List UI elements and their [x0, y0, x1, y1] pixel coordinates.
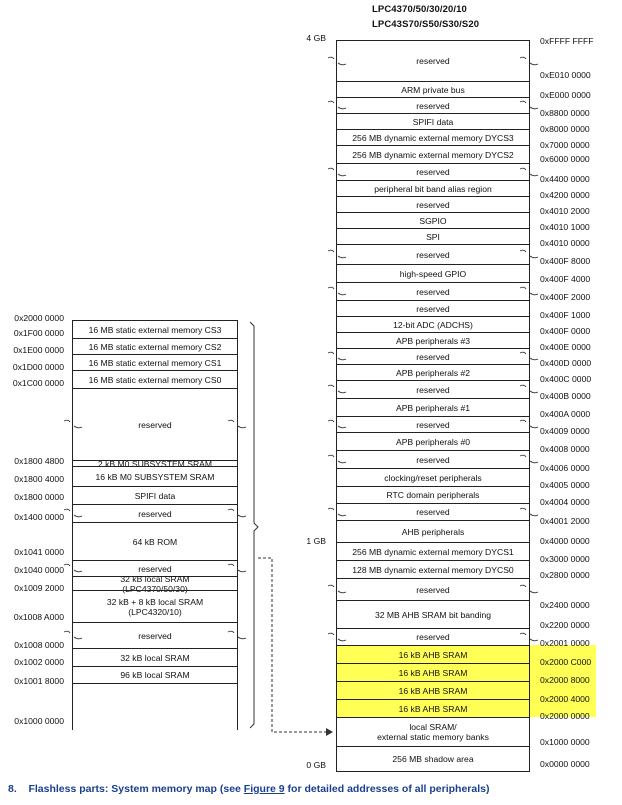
address-label: 0x400F 8000 — [540, 256, 591, 266]
expansion-connector-line — [258, 558, 326, 732]
region-256-mb-dynamic-external-memory-dycs3: 256 MB dynamic external memory DYCS3 — [337, 129, 529, 145]
region-16-kb-ahb-sram: 16 kB AHB SRAM — [337, 681, 529, 699]
device-title-line1: LPC4370/50/30/20/10 — [372, 4, 467, 15]
address-label: 0x400F 1000 — [540, 310, 591, 320]
local-address-label: 0x1002 0000 — [14, 657, 64, 667]
break-mark-icon — [62, 630, 84, 640]
figure-number: 8. — [8, 783, 17, 795]
local-address-label: 0x1C00 0000 — [12, 378, 64, 388]
region-apb-peripherals-1: APB peripherals #1 — [337, 398, 529, 416]
address-label: 0x4010 2000 — [540, 206, 590, 216]
region-16-kb-ahb-sram: 16 kB AHB SRAM — [337, 699, 529, 717]
local-region-96-kb-local-sram: 96 kB local SRAM — [73, 666, 237, 684]
local-region-spifi-data: SPIFI data — [73, 486, 237, 504]
region-arm-private-bus: ARM private bus — [337, 81, 529, 97]
break-mark-icon — [518, 286, 540, 296]
address-label: 0x4400 0000 — [540, 174, 590, 184]
address-label: 0x4005 0000 — [540, 480, 590, 490]
region-reserved: reserved — [337, 244, 529, 264]
local-address-label: 0x2000 0000 — [14, 313, 64, 323]
region-reserved: reserved — [337, 578, 529, 600]
region-reserved: reserved — [337, 282, 529, 300]
break-mark-icon — [326, 454, 348, 464]
region-256-mb-shadow-area: 256 MB shadow area — [337, 746, 529, 772]
region-local-sram: local SRAM/ external static memory banks — [337, 717, 529, 746]
region-spi: SPI — [337, 228, 529, 244]
break-mark-icon — [62, 419, 84, 429]
region-reserved: reserved — [337, 416, 529, 432]
break-mark-icon — [518, 507, 540, 517]
address-label: 0x6000 0000 — [540, 154, 590, 164]
address-label: 0xE000 0000 — [540, 90, 591, 100]
local-region-reserved: reserved — [73, 504, 237, 522]
local-address-label: 0x1800 4000 — [14, 474, 64, 484]
local-address-label: 0x1800 4800 — [14, 456, 64, 466]
local-region-reserved: reserved — [73, 560, 237, 576]
local-region-reserved: reserved — [73, 388, 237, 460]
gb-marker: 4 GB — [306, 33, 326, 43]
region-sgpio: SGPIO — [337, 212, 529, 228]
region-peripheral-bit-band-alias-region: peripheral bit band alias region — [337, 180, 529, 196]
region-12-bit-adc-adchs: 12-bit ADC (ADCHS) — [337, 316, 529, 332]
region-reserved: reserved — [337, 628, 529, 645]
local-address-label: 0x1400 0000 — [14, 512, 64, 522]
break-mark-icon — [326, 507, 348, 517]
address-label: 0x2800 0000 — [540, 570, 590, 580]
break-mark-icon — [518, 454, 540, 464]
local-range-bracket — [250, 322, 258, 728]
local-address-label: 0x1008 A000 — [13, 612, 64, 622]
local-address-label: 0x1D00 0000 — [12, 362, 64, 372]
break-mark-icon — [326, 632, 348, 642]
break-mark-icon — [326, 56, 348, 66]
address-label: 0x400F 2000 — [540, 292, 591, 302]
local-address-label: 0x1F00 0000 — [13, 328, 64, 338]
region-reserved: reserved — [337, 163, 529, 180]
gb-marker: 1 GB — [306, 536, 326, 546]
break-mark-icon — [518, 249, 540, 259]
local-region-32-kb-local-sram: 32 kB local SRAM (LPC4370/50/30) — [73, 576, 237, 590]
region-reserved: reserved — [337, 196, 529, 212]
local-region-2-kb-m0-subsystem-sram: 2 kB M0 SUBSYSTEM SRAM — [73, 460, 237, 466]
address-label: 0x4000 0000 — [540, 536, 590, 546]
local-address-label: 0x1000 0000 — [14, 716, 64, 726]
break-mark-icon — [518, 584, 540, 594]
caption-text-pre: Flashless parts: System memory map (see — [28, 783, 244, 795]
address-label: 0x2000 C000 — [540, 657, 592, 667]
break-mark-icon — [518, 56, 540, 66]
local-address-label: 0x1041 0000 — [14, 547, 64, 557]
address-label: 0x4010 1000 — [540, 222, 590, 232]
address-label: 0x4008 0000 — [540, 444, 590, 454]
break-mark-icon — [62, 508, 84, 518]
local-address-label: 0x1009 2000 — [14, 583, 64, 593]
region-16-kb-ahb-sram: 16 kB AHB SRAM — [337, 663, 529, 681]
figure-caption — [8, 783, 489, 795]
address-label: 0x8800 0000 — [540, 108, 590, 118]
break-mark-icon — [326, 100, 348, 110]
address-label: 0x400F 0000 — [540, 326, 591, 336]
device-title-line2: LPC43S70/S50/S30/S20 — [372, 19, 480, 30]
local-region-16-mb-static-external-memory-cs3: 16 MB static external memory CS3 — [73, 320, 237, 338]
break-mark-icon — [326, 584, 348, 594]
address-label: 0x4010 0000 — [540, 238, 590, 248]
break-mark-icon — [326, 351, 348, 361]
local-address-label: 0x1008 0000 — [14, 640, 64, 650]
region-256-mb-dynamic-external-memory-dycs1: 256 MB dynamic external memory DYCS1 — [337, 542, 529, 560]
break-mark-icon — [518, 384, 540, 394]
local-region-reserved: reserved — [73, 622, 237, 648]
break-mark-icon — [518, 351, 540, 361]
region-rtc-domain-peripherals: RTC domain peripherals — [337, 486, 529, 503]
break-mark-icon — [518, 100, 540, 110]
region-128-mb-dynamic-external-memory-dycs0: 128 MB dynamic external memory DYCS0 — [337, 560, 529, 578]
break-mark-icon — [326, 286, 348, 296]
break-mark-icon — [518, 419, 540, 429]
local-region-16-mb-static-external-memory-cs2: 16 MB static external memory CS2 — [73, 338, 237, 354]
address-label: 0x0000 0000 — [540, 759, 590, 769]
local-region-16-kb-m0-subsystem-sram: 16 kB M0 SUBSYSTEM SRAM — [73, 466, 237, 486]
region-reserved: reserved — [337, 380, 529, 398]
gb-marker: 0 GB — [306, 760, 326, 770]
local-region-16-mb-static-external-memory-cs0: 16 MB static external memory CS0 — [73, 370, 237, 388]
address-label: 0x2200 0000 — [540, 620, 590, 630]
region-spifi-data: SPIFI data — [337, 113, 529, 129]
address-label: 0x400F 4000 — [540, 274, 591, 284]
address-label: 0x2400 0000 — [540, 600, 590, 610]
region-reserved: reserved — [337, 450, 529, 468]
address-label: 0x400E 0000 — [540, 342, 591, 352]
address-label: 0x4200 0000 — [540, 190, 590, 200]
region-apb-peripherals-2: APB peripherals #2 — [337, 364, 529, 380]
address-label: 0x400A 0000 — [540, 409, 591, 419]
expansion-arrow-head — [326, 728, 333, 736]
address-label: 0x4004 0000 — [540, 497, 590, 507]
local-address-label: 0x1800 0000 — [14, 492, 64, 502]
address-label: 0xE010 0000 — [540, 70, 591, 80]
break-mark-icon — [226, 563, 248, 573]
break-mark-icon — [326, 249, 348, 259]
address-label: 0x400B 0000 — [540, 391, 591, 401]
break-mark-icon — [518, 632, 540, 642]
address-label: 0x8000 0000 — [540, 124, 590, 134]
local-region-32-kb-8-kb-local-sram: 32 kB + 8 kB local SRAM (LPC4320/10) — [73, 590, 237, 622]
local-region-64-kb-rom: 64 kB ROM — [73, 522, 237, 560]
address-label: 0x4009 0000 — [540, 426, 590, 436]
region-16-kb-ahb-sram: 16 kB AHB SRAM — [337, 645, 529, 663]
region-clocking-reset-peripherals: clocking/reset peripherals — [337, 468, 529, 486]
region-reserved: reserved — [337, 40, 529, 81]
break-mark-icon — [226, 508, 248, 518]
address-label: 0x4001 2000 — [540, 516, 590, 526]
region-reserved: reserved — [337, 300, 529, 316]
break-mark-icon — [326, 167, 348, 177]
region-32-mb-ahb-sram-bit-banding: 32 MB AHB SRAM bit banding — [337, 600, 529, 628]
figure-9-link[interactable]: Figure 9 — [243, 783, 285, 795]
region-ahb-peripherals: AHB peripherals — [337, 520, 529, 542]
address-label: 0x2001 0000 — [540, 638, 590, 648]
local-region-32-kb-local-sram: 32 kB local SRAM — [73, 648, 237, 666]
caption-text-post: for detailed addresses of all peripherals) — [284, 783, 490, 795]
address-label: 0x1000 0000 — [540, 737, 590, 747]
address-label: 0xFFFF FFFF — [540, 36, 594, 46]
local-address-label: 0x1001 8000 — [14, 676, 64, 686]
address-label: 0x2000 8000 — [540, 675, 590, 685]
address-label: 0x2000 4000 — [540, 694, 590, 704]
address-label: 0x400C 0000 — [540, 374, 592, 384]
break-mark-icon — [226, 630, 248, 640]
region-apb-peripherals-0: APB peripherals #0 — [337, 432, 529, 450]
break-mark-icon — [518, 167, 540, 177]
break-mark-icon — [226, 419, 248, 429]
address-label: 0x3000 0000 — [540, 554, 590, 564]
address-label: 0x2000 0000 — [540, 711, 590, 721]
address-label: 0x400D 0000 — [540, 358, 592, 368]
region-high-speed-gpio: high-speed GPIO — [337, 264, 529, 282]
break-mark-icon — [326, 384, 348, 394]
break-mark-icon — [326, 419, 348, 429]
break-mark-icon — [62, 563, 84, 573]
region-reserved: reserved — [337, 503, 529, 520]
local-region-16-mb-static-external-memory-cs1: 16 MB static external memory CS1 — [73, 354, 237, 370]
region-reserved: reserved — [337, 97, 529, 113]
address-label: 0x4006 0000 — [540, 463, 590, 473]
local-address-label: 0x1040 0000 — [14, 565, 64, 575]
region-apb-peripherals-3: APB peripherals #3 — [337, 332, 529, 348]
address-label: 0x7000 0000 — [540, 140, 590, 150]
local-address-label: 0x1E00 0000 — [13, 345, 64, 355]
region-reserved: reserved — [337, 348, 529, 364]
region-256-mb-dynamic-external-memory-dycs2: 256 MB dynamic external memory DYCS2 — [337, 145, 529, 163]
